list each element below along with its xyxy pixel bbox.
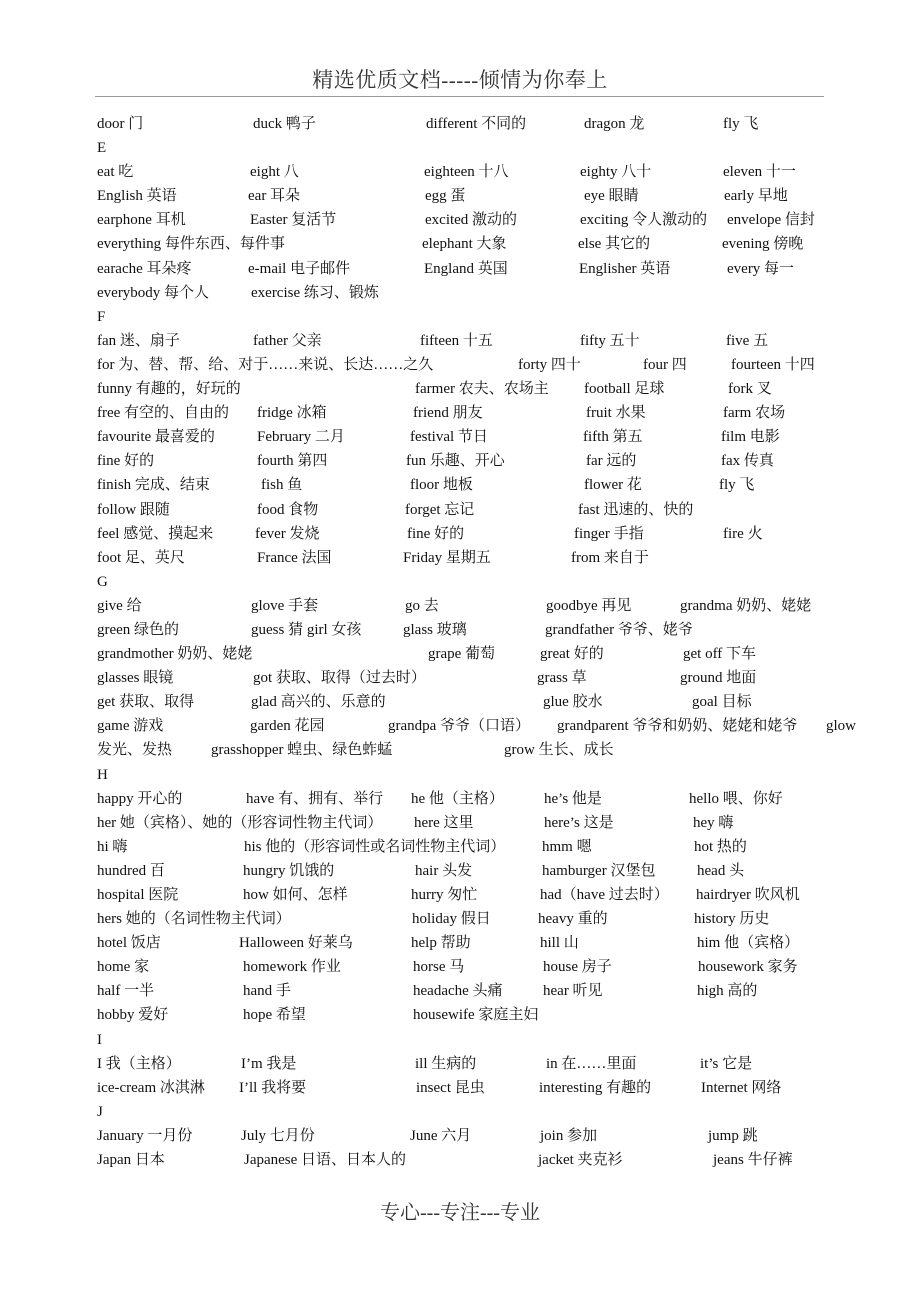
vocab-entry: eighteen 十八 bbox=[424, 164, 509, 181]
vocab-entry: his 他的（形容词性或名词性物主代词） bbox=[244, 838, 506, 855]
vocab-row bbox=[97, 160, 867, 184]
vocab-row bbox=[97, 1003, 867, 1027]
letter-heading: H bbox=[97, 766, 108, 783]
vocab-entry: hmm 嗯 bbox=[542, 838, 592, 855]
vocab-entry: hungry 饥饿的 bbox=[243, 862, 335, 879]
vocab-entry: funny 有趣的，好玩的 bbox=[97, 381, 241, 398]
vocab-entry: fax 传真 bbox=[721, 453, 774, 470]
vocab-row bbox=[97, 642, 867, 666]
vocab-entry: earphone 耳机 bbox=[97, 212, 186, 229]
vocab-entry: headache 头痛 bbox=[413, 983, 503, 1000]
letter-heading: I bbox=[97, 1031, 102, 1048]
vocab-entry: forget 忘记 bbox=[405, 501, 475, 518]
vocab-entry: glove 手套 bbox=[251, 597, 319, 614]
vocab-entry: ear 耳朵 bbox=[248, 188, 301, 205]
vocab-row bbox=[97, 618, 867, 642]
vocab-entry: fifth 第五 bbox=[583, 429, 643, 446]
vocab-entry: grandpa 爷爷（口语） bbox=[388, 718, 531, 735]
vocab-entry: her 她（宾格）、她的（形容词性物主代词） bbox=[97, 814, 383, 831]
vocab-entry: February 二月 bbox=[257, 429, 345, 446]
vocab-entry: feel 感觉、摸起来 bbox=[97, 525, 214, 542]
vocab-row bbox=[97, 907, 867, 931]
vocab-entry: every 每一 bbox=[727, 260, 795, 277]
vocab-entry: elephant 大象 bbox=[422, 236, 507, 253]
vocab-entry: ice-cream 冰淇淋 bbox=[97, 1079, 205, 1096]
vocab-entry: favourite 最喜爱的 bbox=[97, 429, 215, 446]
vocab-row bbox=[97, 377, 867, 401]
vocab-entry: hope 希望 bbox=[243, 1007, 306, 1024]
vocab-entry: fourth 第四 bbox=[257, 453, 328, 470]
vocab-entry: green 绿色的 bbox=[97, 621, 180, 638]
vocab-row bbox=[97, 425, 867, 449]
vocab-entry: for 为、替、帮、给、对于……来说、长达……之久 bbox=[97, 356, 434, 373]
vocab-entry: fifteen 十五 bbox=[420, 332, 493, 349]
vocab-entry: eat 吃 bbox=[97, 164, 134, 181]
vocab-row bbox=[97, 232, 867, 256]
vocab-entry: fine 好的 bbox=[97, 453, 155, 470]
vocab-entry: glue 胶水 bbox=[543, 694, 603, 711]
vocab-row bbox=[97, 811, 867, 835]
vocab-entry: four 四 bbox=[643, 356, 687, 373]
vocab-entry: house 房子 bbox=[543, 959, 612, 976]
vocab-entry: hand 手 bbox=[243, 983, 291, 1000]
vocab-entry: homework 作业 bbox=[243, 959, 341, 976]
vocab-row bbox=[97, 112, 867, 136]
vocab-entry: I’m 我是 bbox=[241, 1055, 297, 1072]
vocab-entry: heavy 重的 bbox=[538, 911, 608, 928]
vocab-entry: grandma 奶奶、姥姥 bbox=[680, 597, 812, 614]
letter-heading-row bbox=[97, 305, 867, 329]
vocab-entry: hurry 匆忙 bbox=[411, 887, 478, 903]
vocab-entry: high 高的 bbox=[697, 983, 758, 1000]
vocab-entry: July 七月份 bbox=[241, 1127, 315, 1144]
vocab-entry: hotel 饭店 bbox=[97, 935, 161, 952]
vocab-row bbox=[97, 787, 867, 811]
vocab-entry: father 父亲 bbox=[253, 332, 322, 349]
vocab-row bbox=[97, 1076, 867, 1100]
vocab-entry: from 来自于 bbox=[571, 549, 649, 566]
vocab-entry: foot 足、英尺 bbox=[97, 549, 185, 566]
vocab-entry: guess 猜 girl 女孩 bbox=[251, 621, 362, 638]
vocab-row bbox=[97, 498, 867, 522]
vocab-entry: fever 发烧 bbox=[255, 525, 320, 542]
page-header: 精选优质文档-----倾情为你奉上 bbox=[312, 68, 608, 92]
vocab-entry: glasses 眼镜 bbox=[97, 670, 174, 687]
vocab-entry: I’ll 我将要 bbox=[239, 1079, 307, 1096]
letter-heading: G bbox=[97, 573, 108, 590]
vocab-entry: interesting 有趣的 bbox=[539, 1079, 652, 1096]
vocab-entry: grasshopper 蝗虫、绿色蚱蜢 bbox=[211, 742, 393, 759]
vocab-entry: get off 下车 bbox=[683, 646, 757, 663]
vocab-entry: in 在……里面 bbox=[546, 1055, 637, 1072]
letter-heading: E bbox=[97, 140, 107, 157]
page-footer: 专心---专注---专业 bbox=[380, 1202, 540, 1224]
vocab-entry: June 六月 bbox=[410, 1127, 472, 1144]
vocab-entry: fine 好的 bbox=[407, 525, 465, 542]
letter-heading-row bbox=[97, 570, 867, 594]
vocab-entry: else 其它的 bbox=[578, 236, 651, 253]
vocab-entry: free 有空的、自由的 bbox=[97, 405, 230, 422]
vocab-entry: egg 蛋 bbox=[425, 188, 466, 205]
vocab-entry: hill 山 bbox=[540, 935, 579, 952]
vocab-entry: Easter 复活节 bbox=[250, 212, 337, 229]
vocab-entry: hamburger 汉堡包 bbox=[542, 862, 656, 879]
vocab-entry: Halloween 好莱乌 bbox=[239, 935, 353, 952]
vocab-row bbox=[97, 473, 867, 497]
vocab-entry: fire 火 bbox=[723, 525, 763, 542]
vocab-row bbox=[97, 931, 867, 955]
vocab-entry: different 不同的 bbox=[426, 116, 527, 132]
vocab-row bbox=[97, 281, 867, 305]
vocab-entry: grape 葡萄 bbox=[428, 646, 496, 663]
letter-heading-row bbox=[97, 136, 867, 160]
vocab-entry: how 如何、怎样 bbox=[243, 887, 348, 903]
vocab-row bbox=[97, 835, 867, 859]
vocab-entry: fourteen 十四 bbox=[731, 356, 815, 373]
vocab-entry: fan 迷、扇子 bbox=[97, 332, 180, 349]
vocab-row bbox=[97, 859, 867, 883]
vocab-entry: film 电影 bbox=[721, 429, 780, 446]
vocab-row bbox=[97, 184, 867, 208]
vocab-entry: grow 生长、成长 bbox=[504, 742, 614, 759]
vocab-row bbox=[97, 546, 867, 570]
vocab-entry: garden 花园 bbox=[250, 718, 325, 735]
vocab-entry: duck 鸭子 bbox=[253, 116, 316, 132]
vocab-entry: floor 地板 bbox=[410, 477, 473, 494]
vocab-entry: door 门 bbox=[97, 116, 144, 132]
vocab-row bbox=[97, 1148, 867, 1172]
vocab-row bbox=[97, 666, 867, 690]
vocab-row bbox=[97, 257, 867, 281]
vocab-row bbox=[97, 449, 867, 473]
vocab-entry: Internet 网络 bbox=[701, 1079, 782, 1096]
vocab-entry: flower 花 bbox=[584, 477, 642, 494]
vocab-entry: Japanese 日语、日本人的 bbox=[244, 1152, 407, 1169]
vocab-entry: eighty 八十 bbox=[580, 164, 652, 181]
vocab-entry: he 他（主格） bbox=[411, 790, 504, 807]
vocab-entry: Japan 日本 bbox=[97, 1152, 165, 1169]
vocab-entry: here’s 这是 bbox=[544, 814, 614, 831]
vocab-entry: goal 目标 bbox=[692, 694, 752, 711]
vocab-row bbox=[97, 955, 867, 979]
vocab-entry: forty 四十 bbox=[518, 356, 581, 373]
vocab-entry: England 英国 bbox=[424, 260, 508, 277]
letter-heading: F bbox=[97, 308, 106, 325]
vocab-row bbox=[97, 522, 867, 546]
vocab-entry: fork 叉 bbox=[728, 381, 772, 398]
vocab-entry: ground 地面 bbox=[680, 670, 757, 687]
vocab-entry: fun 乐趣、开心 bbox=[406, 453, 505, 470]
vocab-entry: him 他（宾格） bbox=[697, 935, 800, 952]
vocab-entry: grass 草 bbox=[537, 670, 587, 687]
vocab-entry: early 早地 bbox=[724, 188, 788, 205]
vocab-entry: food 食物 bbox=[257, 501, 319, 518]
letter-heading-row bbox=[97, 1100, 867, 1124]
vocab-row bbox=[97, 353, 867, 377]
vocab-row bbox=[97, 1124, 867, 1148]
vocab-entry: eleven 十一 bbox=[723, 164, 796, 181]
vocab-entry: had（have 过去时） bbox=[540, 887, 669, 903]
vocab-entry: hey 嗨 bbox=[693, 814, 734, 831]
vocab-row bbox=[97, 208, 867, 232]
vocab-entry: follow 跟随 bbox=[97, 501, 170, 518]
vocab-entry: everything 每件东西、每件事 bbox=[97, 236, 285, 253]
vocab-entry: far 远的 bbox=[586, 453, 637, 470]
vocab-entry: 发光、发热 bbox=[97, 742, 173, 759]
vocab-entry: hairdryer 吹风机 bbox=[696, 887, 800, 903]
vocab-entry: e-mail 电子邮件 bbox=[248, 260, 351, 277]
vocab-row bbox=[97, 1052, 867, 1076]
vocab-entry: ill 生病的 bbox=[415, 1055, 477, 1072]
vocab-row bbox=[97, 401, 867, 425]
vocab-entry: everybody 每个人 bbox=[97, 284, 210, 301]
vocab-entry: festival 节日 bbox=[410, 429, 488, 446]
vocab-entry: he’s 他是 bbox=[544, 790, 602, 807]
vocab-entry: grandmother 奶奶、姥姥 bbox=[97, 646, 253, 663]
vocab-entry: jacket 夹克衫 bbox=[538, 1152, 623, 1169]
vocab-entry: head 头 bbox=[697, 862, 745, 879]
vocab-entry: game 游戏 bbox=[97, 718, 164, 735]
letter-heading-row bbox=[97, 763, 867, 787]
vocab-entry: goodbye 再见 bbox=[546, 597, 632, 614]
vocab-entry: history 历史 bbox=[694, 911, 770, 928]
vocab-entry: housewife 家庭主妇 bbox=[413, 1007, 539, 1024]
vocab-entry: home 家 bbox=[97, 959, 150, 976]
vocab-entry: insect 昆虫 bbox=[416, 1079, 485, 1096]
vocab-entry: holiday 假日 bbox=[412, 911, 491, 928]
vocab-row bbox=[97, 594, 867, 618]
vocab-entry: housework 家务 bbox=[698, 959, 798, 976]
vocab-entry: happy 开心的 bbox=[97, 790, 183, 807]
vocab-entry: fly 飞 bbox=[723, 116, 759, 132]
vocab-entry: got 获取、取得（过去时） bbox=[253, 670, 426, 687]
vocab-entry: jeans 牛仔裤 bbox=[713, 1152, 793, 1169]
vocab-entry: help 帮助 bbox=[411, 935, 471, 952]
vocab-entry: football 足球 bbox=[584, 381, 665, 398]
vocab-entry: fridge 冰箱 bbox=[257, 405, 327, 422]
vocab-entry: finger 手指 bbox=[574, 525, 644, 542]
vocab-entry: farm 农场 bbox=[723, 405, 786, 422]
vocab-entry: Friday 星期五 bbox=[403, 549, 491, 566]
vocab-entry: exciting 令人激动的 bbox=[580, 212, 708, 229]
vocab-entry: France 法国 bbox=[257, 549, 332, 566]
vocab-entry: glass 玻璃 bbox=[403, 621, 467, 638]
vocab-entry: grandfather 爷爷、姥爷 bbox=[545, 621, 693, 638]
vocab-entry: eight 八 bbox=[250, 164, 299, 181]
vocab-row bbox=[97, 883, 867, 907]
vocab-entry: fish 鱼 bbox=[261, 477, 303, 494]
vocab-entry: friend 朋友 bbox=[413, 405, 483, 422]
vocab-row bbox=[97, 714, 867, 738]
vocab-entry: exercise 练习、锻炼 bbox=[251, 284, 379, 301]
vocab-entry: fifty 五十 bbox=[580, 332, 640, 349]
vocab-entry: half 一半 bbox=[97, 983, 155, 1000]
vocab-entry: horse 马 bbox=[413, 959, 465, 976]
vocab-entry: fruit 水果 bbox=[586, 405, 646, 422]
vocab-entry: give 给 bbox=[97, 597, 142, 614]
vocab-entry: hello 喂、你好 bbox=[689, 790, 783, 807]
vocab-entry: fly 飞 bbox=[719, 477, 755, 494]
vocab-entry: it’s 它是 bbox=[700, 1055, 753, 1072]
vocab-entry: English 英语 bbox=[97, 188, 177, 205]
vocab-entry: hers 她的（名词性物主代词） bbox=[97, 911, 291, 928]
vocab-entry: grandparent 爷爷和奶奶、姥姥和姥爷 bbox=[557, 718, 798, 735]
vocab-row bbox=[97, 738, 867, 762]
vocab-entry: excited 激动的 bbox=[425, 212, 518, 229]
vocab-entry: hair 头发 bbox=[415, 862, 473, 879]
vocab-entry: here 这里 bbox=[414, 814, 474, 831]
vocab-entry: glow bbox=[826, 718, 856, 735]
header-divider bbox=[95, 96, 824, 97]
vocab-entry: five 五 bbox=[726, 332, 769, 349]
vocab-entry: great 好的 bbox=[540, 646, 604, 663]
vocab-row bbox=[97, 690, 867, 714]
vocab-entry: envelope 信封 bbox=[727, 212, 815, 229]
vocab-entry: January 一月份 bbox=[97, 1127, 193, 1144]
vocabulary-list bbox=[97, 112, 867, 1172]
vocab-entry: evening 傍晚 bbox=[722, 236, 804, 253]
vocab-entry: hobby 爱好 bbox=[97, 1007, 169, 1024]
vocab-entry: get 获取、取得 bbox=[97, 694, 195, 711]
vocab-row bbox=[97, 329, 867, 353]
letter-heading: J bbox=[97, 1103, 103, 1120]
vocab-entry: eye 眼睛 bbox=[584, 188, 639, 205]
vocab-entry: hospital 医院 bbox=[97, 887, 179, 903]
vocab-entry: hi 嗨 bbox=[97, 838, 128, 855]
vocab-entry: hundred 百 bbox=[97, 862, 165, 879]
vocab-entry: hear 听见 bbox=[543, 983, 603, 1000]
vocab-entry: farmer 农夫、农场主 bbox=[415, 381, 549, 398]
vocab-entry: hot 热的 bbox=[694, 838, 747, 855]
vocab-entry: finish 完成、结束 bbox=[97, 477, 210, 494]
vocab-row bbox=[97, 979, 867, 1003]
vocab-entry: have 有、拥有、举行 bbox=[246, 790, 384, 807]
vocab-entry: join 参加 bbox=[540, 1127, 598, 1144]
vocab-entry: earache 耳朵疼 bbox=[97, 260, 192, 277]
vocab-entry: Englisher 英语 bbox=[579, 260, 671, 277]
vocab-entry: dragon 龙 bbox=[584, 116, 645, 132]
vocab-entry: jump 跳 bbox=[708, 1127, 758, 1144]
vocab-entry: I 我（主格） bbox=[97, 1055, 181, 1072]
vocab-entry: fast 迅速的、快的 bbox=[578, 501, 694, 518]
letter-heading-row bbox=[97, 1028, 867, 1052]
vocab-entry: go 去 bbox=[405, 597, 439, 614]
vocab-entry: glad 高兴的、乐意的 bbox=[251, 694, 386, 711]
